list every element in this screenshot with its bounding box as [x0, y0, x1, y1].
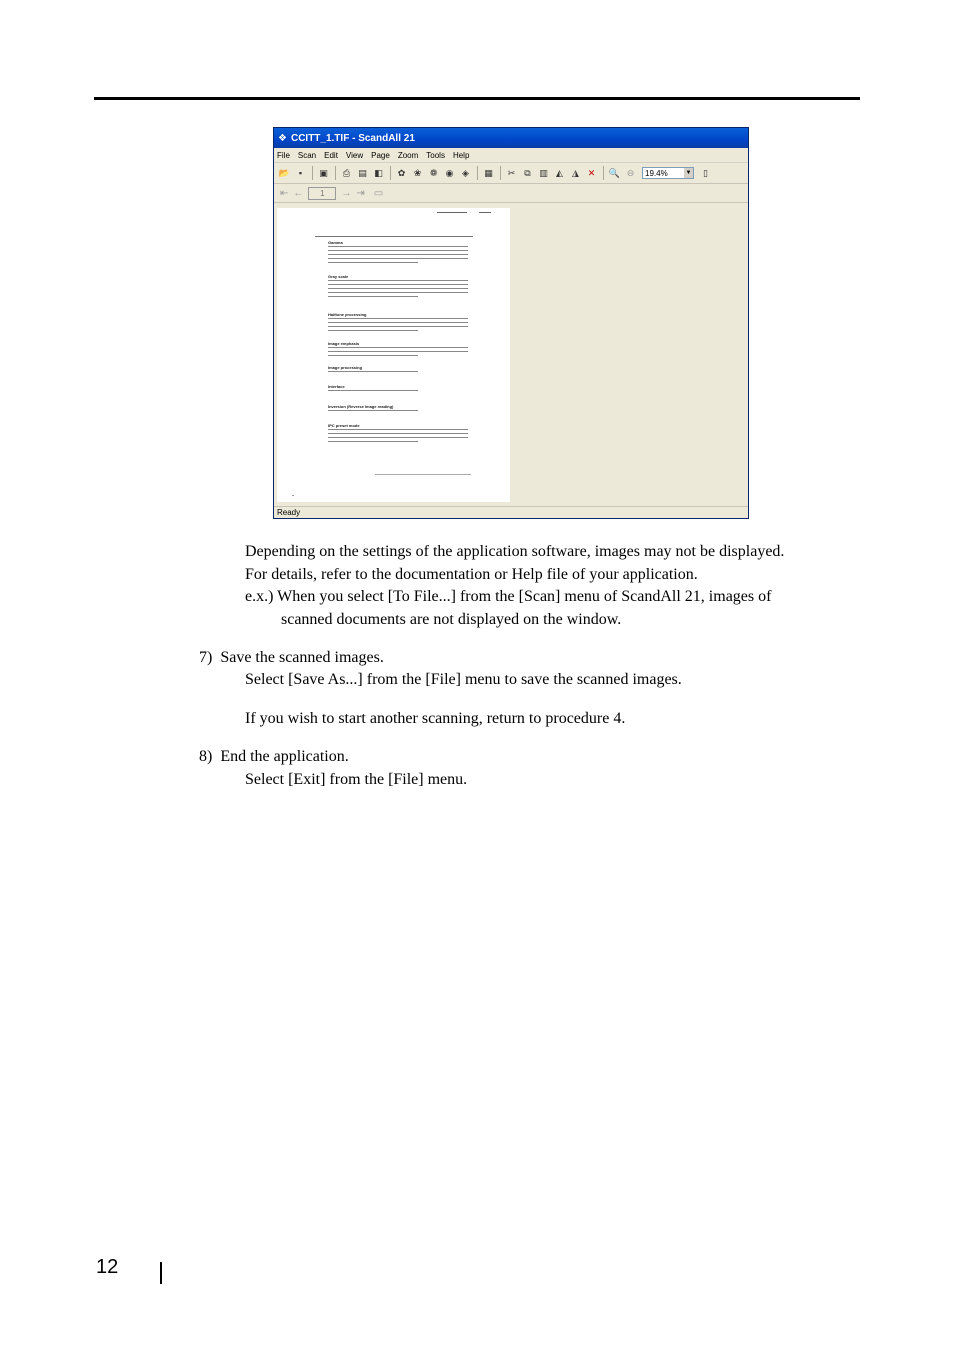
doc-heading: Image emphasis	[328, 341, 360, 346]
doc-footer-line	[375, 474, 471, 475]
menu-bar	[274, 148, 748, 163]
doc-text-line	[328, 280, 468, 281]
toolbar-separator	[335, 166, 336, 180]
first-page-icon[interactable]: ⇤	[280, 187, 289, 199]
note-line-2: For details, refer to the documentation or Help file of your application.	[245, 566, 698, 583]
top-rule	[94, 97, 860, 100]
doc-rule	[315, 236, 473, 237]
thumbnail-icon[interactable]: ▭	[373, 187, 384, 199]
doc-heading: Interface	[328, 384, 345, 389]
doc-text-line	[328, 351, 468, 352]
doc-text-line	[328, 326, 468, 327]
app-icon: ❖	[278, 132, 287, 144]
status-bar	[274, 506, 748, 518]
rotate-right-icon[interactable]: ◮	[572, 167, 579, 178]
doc-text-line	[328, 410, 418, 411]
doc-text-line	[328, 437, 468, 438]
toolbar	[274, 163, 748, 184]
zoom-value: 19.4%	[645, 169, 668, 178]
copy-icon[interactable]: ⧉	[524, 167, 531, 178]
menu-tools[interactable]: Tools	[426, 150, 445, 160]
doc-heading: Gray scale	[328, 274, 349, 279]
open-icon[interactable]: 📂	[278, 167, 291, 178]
chevron-down-icon: ▼	[685, 170, 692, 176]
doc-heading: Image processing	[328, 365, 363, 370]
rotate-left-icon[interactable]: ◭	[556, 167, 563, 178]
example-line-1: e.x.) When you select [To File...] from the [Scan] menu of ScandAll 21, images of	[245, 588, 772, 605]
doc-mark	[292, 495, 294, 496]
properties-icon[interactable]: ▣	[319, 167, 328, 178]
doc-text-line	[328, 246, 468, 247]
last-page-icon[interactable]: ⇥	[356, 187, 365, 199]
doc-heading: Gamma	[328, 240, 343, 245]
doc-text-line	[328, 322, 468, 323]
doc-text-line	[328, 254, 468, 255]
doc-text-line	[328, 347, 468, 348]
toolbar-separator	[390, 166, 391, 180]
toolbar-separator	[477, 166, 478, 180]
scan-page-icon[interactable]: ◈	[462, 167, 469, 178]
print-icon[interactable]: ⎙	[342, 167, 351, 178]
toolbar-separator	[603, 166, 604, 180]
step-8-title: 8) End the application.	[199, 748, 349, 765]
step-7-extra: If you wish to start another scanning, return to procedure 4.	[245, 710, 626, 727]
doc-text-line	[328, 390, 418, 391]
next-page-icon[interactable]: →	[341, 187, 352, 199]
doc-text-line	[328, 429, 468, 430]
doc-heading: Inversion (Reverse image reading)	[328, 404, 394, 409]
menu-page[interactable]: Page	[371, 150, 390, 160]
page-number-field[interactable]: 1	[308, 187, 336, 200]
doc-text-line	[328, 258, 468, 259]
scan-batch-icon[interactable]: ❁	[429, 167, 438, 178]
page-number-bar	[160, 1262, 162, 1284]
menu-view[interactable]: View	[345, 150, 364, 160]
doc-text-line	[328, 433, 468, 434]
doc-heading: Halftone processing	[328, 312, 367, 317]
delete-icon[interactable]: ✕	[587, 167, 596, 178]
doc-text-line	[328, 292, 468, 293]
note-line-1: Depending on the settings of the application software, images may not be displayed.	[245, 543, 785, 560]
scan-file-icon[interactable]: ◉	[445, 167, 454, 178]
doc-text-line	[328, 318, 468, 319]
doc-text-line	[328, 250, 468, 251]
previous-page-icon[interactable]: ←	[293, 187, 304, 199]
scandall-window	[273, 127, 749, 519]
cut-icon[interactable]: ✂	[507, 167, 516, 178]
zoom-out-icon[interactable]: ⊖	[626, 167, 635, 178]
menu-help[interactable]: Help	[452, 150, 470, 160]
doc-text-line	[328, 296, 418, 297]
scanner-icon[interactable]: ▦	[484, 167, 493, 178]
save-icon[interactable]: ▪	[298, 167, 303, 178]
export-icon[interactable]: ◧	[374, 167, 383, 178]
doc-header-line	[437, 212, 467, 213]
menu-file[interactable]: File	[277, 150, 290, 160]
doc-text-line	[328, 441, 418, 442]
doc-text-line	[328, 288, 468, 289]
paste-icon[interactable]: ▥	[539, 167, 548, 178]
menu-scan[interactable]: Scan	[297, 150, 317, 160]
page-number: 12	[96, 1256, 119, 1278]
doc-text-line	[328, 262, 418, 263]
page-navigation-bar	[274, 184, 748, 203]
doc-text-line	[328, 355, 418, 356]
menu-zoom[interactable]: Zoom	[397, 150, 419, 160]
menu-edit[interactable]: Edit	[324, 150, 338, 160]
title-bar[interactable]	[274, 128, 748, 148]
doc-text-line	[328, 371, 418, 372]
doc-text-line	[328, 284, 468, 285]
step-7-title: 7) Save the scanned images.	[199, 649, 384, 666]
step-8-text: Select [Exit] from the [File] menu.	[245, 771, 468, 788]
doc-text-line	[328, 330, 418, 331]
example-line-2: scanned documents are not displayed on the window.	[281, 611, 622, 628]
doc-heading: IPC preset mode	[328, 423, 360, 428]
zoom-select[interactable]	[642, 167, 694, 179]
step-7-text: Select [Save As...] from the [File] menu to save the scanned images.	[245, 671, 682, 688]
zoom-in-icon[interactable]: 🔍	[608, 167, 621, 178]
status-text: Ready	[277, 508, 301, 517]
scan-icon[interactable]: ✿	[397, 167, 406, 178]
image-viewer[interactable]	[274, 207, 748, 503]
print-preview-icon[interactable]: ▤	[358, 167, 367, 178]
scan-settings-icon[interactable]: ❀	[413, 167, 422, 178]
toolbar-separator	[500, 166, 501, 180]
doc-header-line	[479, 212, 491, 213]
scanned-page	[277, 208, 510, 502]
fit-page-icon[interactable]: ▯	[703, 167, 708, 178]
window-title: CCITT_1.TIF - ScandAll 21	[290, 132, 415, 144]
toolbar-separator	[312, 166, 313, 180]
